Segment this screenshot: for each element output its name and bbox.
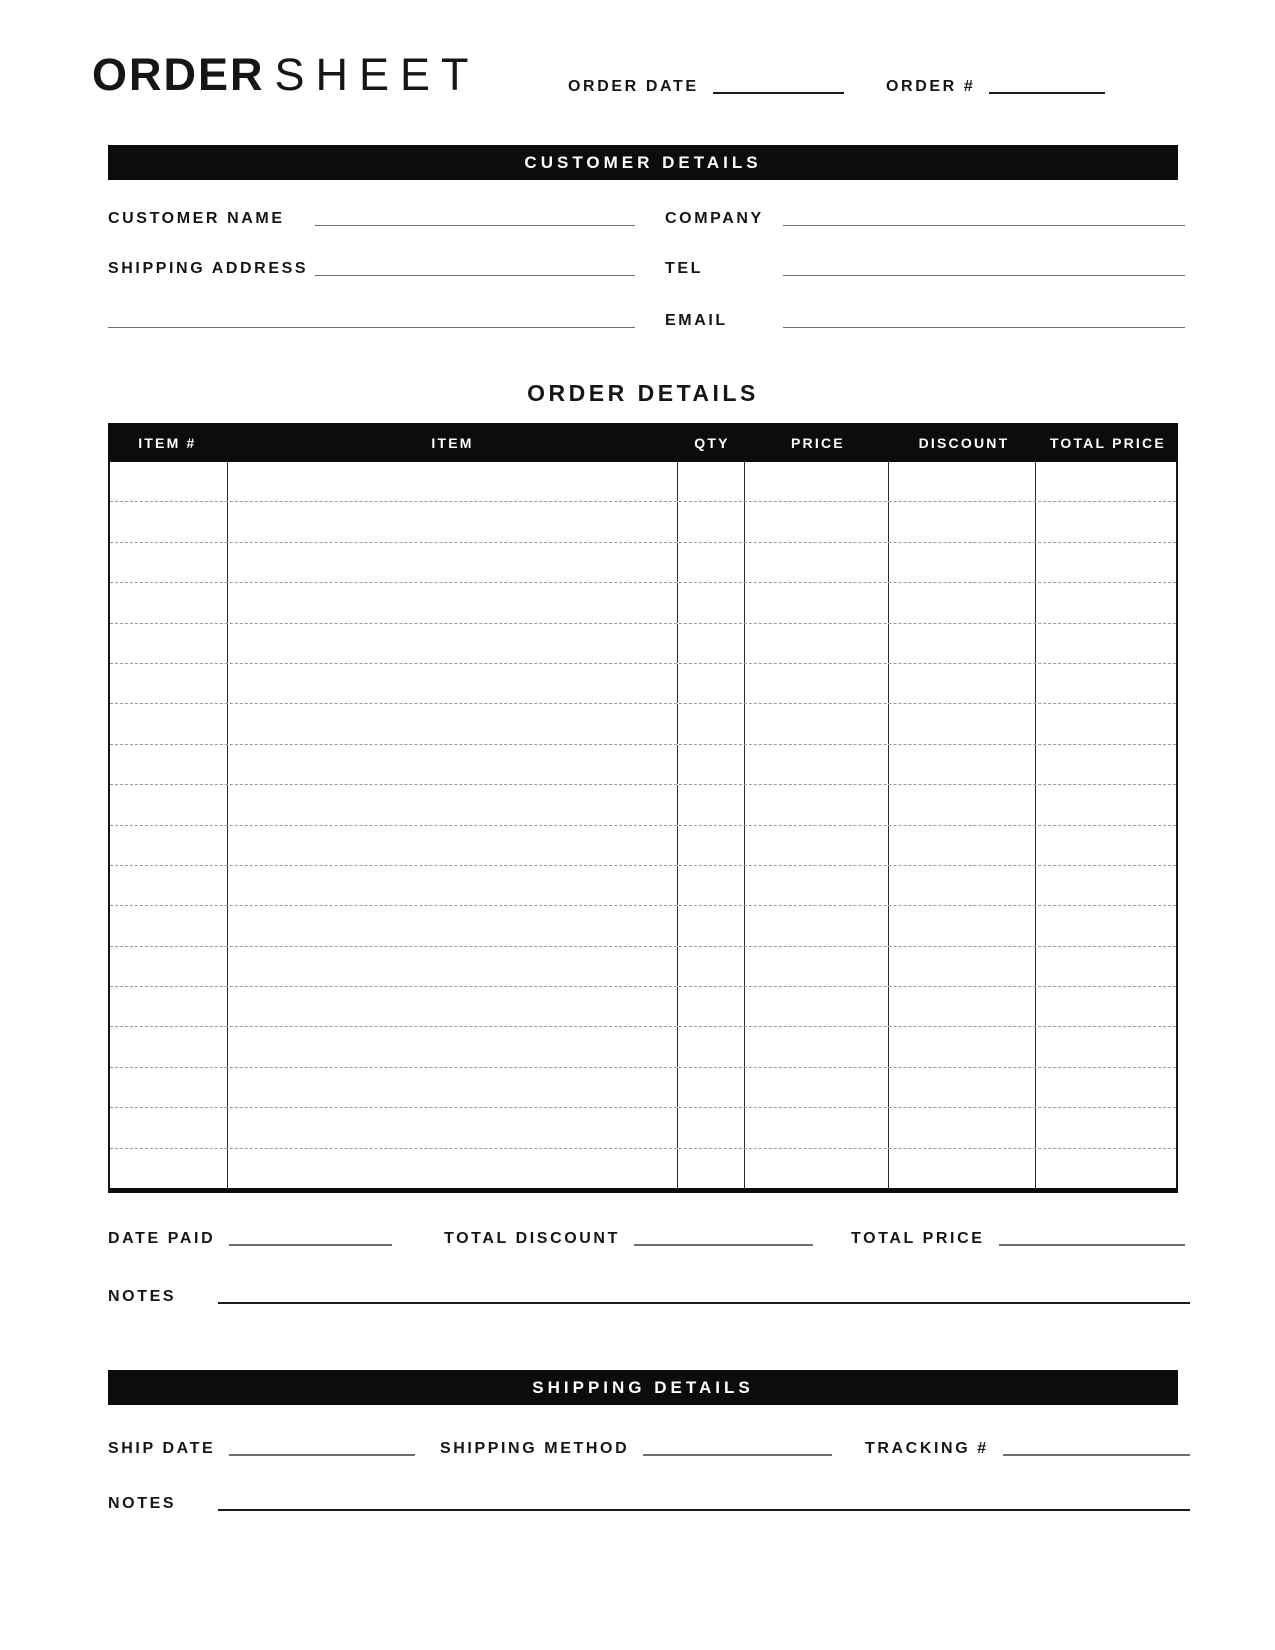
order-number-input-line[interactable] [989, 91, 1105, 94]
order-table-cell[interactable] [110, 987, 228, 1026]
ship-date-field [108, 1436, 415, 1460]
customer-details-header-title: CUSTOMER DETAILS [524, 152, 762, 172]
customer-name-label: CUSTOMER NAME [108, 210, 285, 227]
order-table-cell[interactable] [228, 1149, 678, 1188]
order-table-cell[interactable] [110, 1068, 228, 1107]
total-price-input-line[interactable] [999, 1243, 1186, 1246]
customer-name-input-line[interactable] [315, 224, 635, 226]
order-table-cell[interactable] [228, 906, 678, 945]
order-table-cell[interactable] [745, 583, 889, 622]
order-table-cell[interactable] [228, 745, 678, 784]
order-table-cell[interactable] [889, 543, 1036, 582]
order-table-cell[interactable] [889, 704, 1036, 743]
order-table-cell[interactable] [745, 785, 889, 824]
payment-notes-field [108, 1284, 1190, 1308]
order-table-cell[interactable] [745, 624, 889, 663]
order-table-cell[interactable] [228, 502, 678, 541]
email-field [665, 308, 1185, 332]
order-table-cell[interactable] [1036, 543, 1176, 582]
order-table-cell[interactable] [1036, 502, 1176, 541]
order-table-cell[interactable] [110, 664, 228, 703]
tel-label: TEL [665, 260, 704, 277]
order-table-row [110, 745, 1176, 785]
order-table-cell[interactable] [1036, 947, 1176, 986]
order-table-cell[interactable] [1036, 1149, 1176, 1188]
shipping-details-header-bar [108, 1370, 1178, 1405]
order-table-cell[interactable] [745, 664, 889, 703]
order-table-cell[interactable] [110, 1149, 228, 1188]
order-number-label: ORDER # [886, 78, 976, 95]
order-table-cell[interactable] [1036, 906, 1176, 945]
order-table-cell[interactable] [110, 704, 228, 743]
order-table-cell[interactable] [110, 502, 228, 541]
shipping-method-label: SHIPPING METHOD [440, 1440, 630, 1457]
shipping-details-header-title: SHIPPING DETAILS [532, 1377, 754, 1397]
order-table-cell[interactable] [228, 543, 678, 582]
order-table-cell[interactable] [110, 1108, 228, 1147]
order-table-cell[interactable] [678, 906, 745, 945]
tel-field [665, 256, 1185, 280]
order-table-cell[interactable] [110, 745, 228, 784]
order-table-cell[interactable] [889, 987, 1036, 1026]
shipping-address-field-line2 [108, 308, 635, 332]
order-table-cell[interactable] [228, 704, 678, 743]
order-table-cell[interactable] [1036, 987, 1176, 1026]
order-table-cell[interactable] [745, 826, 889, 865]
order-table-cell[interactable] [678, 866, 745, 905]
ship-date-input-line[interactable] [229, 1453, 415, 1456]
order-table-cell[interactable] [1036, 1068, 1176, 1107]
order-table-cell[interactable] [1036, 785, 1176, 824]
order-date-field [568, 74, 844, 98]
total-price-field [851, 1226, 1185, 1250]
order-table-cell[interactable] [889, 502, 1036, 541]
tel-input-line[interactable] [783, 274, 1185, 276]
order-table-cell[interactable] [110, 947, 228, 986]
order-table-cell[interactable] [678, 704, 745, 743]
order-table-row [110, 987, 1176, 1027]
order-table-cell[interactable] [745, 745, 889, 784]
order-table-cell[interactable] [1036, 1027, 1176, 1066]
order-table-cell[interactable] [745, 906, 889, 945]
order-table-cell[interactable] [889, 906, 1036, 945]
order-table-cell[interactable] [745, 704, 889, 743]
order-table-cell[interactable] [110, 462, 228, 501]
company-label: COMPANY [665, 210, 764, 227]
order-table-row [110, 1068, 1176, 1108]
order-items-table [108, 423, 1178, 1193]
order-table-cell[interactable] [678, 502, 745, 541]
order-table-cell[interactable] [1036, 745, 1176, 784]
order-table-cell[interactable] [228, 624, 678, 663]
order-table-cell[interactable] [889, 785, 1036, 824]
order-table-row [110, 664, 1176, 704]
order-number-field [886, 74, 1105, 98]
order-table-cell[interactable] [228, 1108, 678, 1147]
order-table-cell[interactable] [228, 866, 678, 905]
shipping-notes-label: NOTES [108, 1495, 177, 1512]
order-table-column-header-2: QTY [694, 434, 730, 451]
shipping-address-field [108, 256, 635, 280]
order-table-column-header-4: DISCOUNT [918, 434, 1010, 451]
order-table-cell[interactable] [110, 543, 228, 582]
order-table-cell[interactable] [889, 664, 1036, 703]
company-input-line[interactable] [783, 224, 1185, 226]
total-discount-field [444, 1226, 813, 1250]
order-table-cell[interactable] [889, 583, 1036, 622]
order-table-cell[interactable] [889, 826, 1036, 865]
order-table-cell[interactable] [228, 785, 678, 824]
order-table-cell[interactable] [110, 1027, 228, 1066]
order-date-label: ORDER DATE [568, 78, 699, 95]
order-table-cell[interactable] [745, 1068, 889, 1107]
order-table-cell[interactable] [745, 1027, 889, 1066]
order-table-cell[interactable] [1036, 826, 1176, 865]
order-table-cell[interactable] [228, 826, 678, 865]
order-table-cell[interactable] [1036, 704, 1176, 743]
order-table-row [110, 543, 1176, 583]
ship-date-label: SHIP DATE [108, 1440, 216, 1457]
order-table-row [110, 826, 1176, 866]
order-table-cell[interactable] [745, 1108, 889, 1147]
order-table-column-header-0: ITEM # [138, 434, 197, 451]
email-label: EMAIL [665, 312, 728, 329]
order-table-row [110, 1149, 1176, 1188]
order-table-cell[interactable] [889, 745, 1036, 784]
order-table-cell[interactable] [228, 987, 678, 1026]
order-table-cell[interactable] [745, 502, 889, 541]
shipping-address-input-line2[interactable] [108, 326, 635, 328]
order-table-cell[interactable] [889, 947, 1036, 986]
order-table-cell[interactable] [678, 947, 745, 986]
shipping-address-input-line[interactable] [315, 274, 635, 276]
order-table-cell[interactable] [745, 543, 889, 582]
order-table-cell[interactable] [889, 866, 1036, 905]
order-table-cell[interactable] [110, 624, 228, 663]
shipping-notes-input-line[interactable] [218, 1508, 1190, 1511]
order-table-row [110, 785, 1176, 825]
total-discount-input-line[interactable] [634, 1243, 813, 1246]
order-table-column-header-5: TOTAL PRICE [1049, 434, 1166, 451]
order-table-cell[interactable] [889, 462, 1036, 501]
order-date-input-line[interactable] [713, 91, 844, 94]
date-paid-field [108, 1226, 392, 1250]
date-paid-input-line[interactable] [229, 1243, 392, 1246]
order-table-row [110, 704, 1176, 744]
order-table-cell[interactable] [678, 583, 745, 622]
order-table-row [110, 1027, 1176, 1067]
customer-details-header-bar [108, 145, 1178, 180]
order-table-header-row [108, 423, 1178, 462]
order-table-row [110, 583, 1176, 623]
total-price-label: TOTAL PRICE [851, 1230, 985, 1247]
order-table-cell[interactable] [745, 947, 889, 986]
order-table-cell[interactable] [678, 826, 745, 865]
shipping-notes-field [108, 1491, 1190, 1515]
tracking-number-label: TRACKING # [865, 1440, 989, 1457]
order-table-cell[interactable] [110, 906, 228, 945]
order-table-cell[interactable] [1036, 624, 1176, 663]
date-paid-label: DATE PAID [108, 1230, 216, 1247]
order-table-cell[interactable] [228, 1068, 678, 1107]
order-table-row [110, 947, 1176, 987]
payment-notes-label: NOTES [108, 1288, 177, 1305]
order-table-cell[interactable] [1036, 664, 1176, 703]
order-table-cell[interactable] [228, 664, 678, 703]
order-table-row [110, 624, 1176, 664]
order-table-cell[interactable] [678, 1149, 745, 1188]
order-table-cell[interactable] [889, 1068, 1036, 1107]
order-table-cell[interactable] [678, 1108, 745, 1147]
order-table-cell[interactable] [110, 583, 228, 622]
order-table-cell[interactable] [889, 1108, 1036, 1147]
order-table-cell[interactable] [228, 583, 678, 622]
order-table-cell[interactable] [678, 987, 745, 1026]
order-table-cell[interactable] [678, 543, 745, 582]
tracking-number-field [865, 1436, 1190, 1460]
order-table-cell[interactable] [110, 866, 228, 905]
order-table-cell[interactable] [889, 1149, 1036, 1188]
order-table-cell[interactable] [745, 987, 889, 1026]
order-table-cell[interactable] [678, 1027, 745, 1066]
order-table-cell[interactable] [889, 1027, 1036, 1066]
order-table-cell[interactable] [745, 462, 889, 501]
order-table-cell[interactable] [228, 462, 678, 501]
page-title-primary: ORDER [92, 49, 265, 100]
order-table-row [110, 502, 1176, 542]
page-title-secondary: SHEET [274, 49, 480, 100]
order-table-cell[interactable] [110, 785, 228, 824]
order-table-cell[interactable] [745, 1149, 889, 1188]
order-table-cell[interactable] [110, 826, 228, 865]
email-input-line[interactable] [783, 326, 1185, 328]
payment-notes-input-line[interactable] [218, 1301, 1190, 1304]
order-table-row [110, 462, 1176, 502]
shipping-address-label: SHIPPING ADDRESS [108, 260, 309, 277]
shipping-method-input-line[interactable] [643, 1453, 832, 1456]
order-table-row [110, 1108, 1176, 1148]
order-table-cell[interactable] [678, 745, 745, 784]
order-table-cell[interactable] [1036, 462, 1176, 501]
order-table-cell[interactable] [889, 624, 1036, 663]
order-table-cell[interactable] [678, 624, 745, 663]
page-title [92, 49, 480, 100]
order-table-cell[interactable] [1036, 583, 1176, 622]
order-table-column-header-3: PRICE [791, 434, 845, 451]
customer-name-field [108, 206, 635, 230]
order-table-cell[interactable] [1036, 866, 1176, 905]
order-table-cell[interactable] [678, 1068, 745, 1107]
shipping-method-field [440, 1436, 832, 1460]
order-table-cell[interactable] [745, 866, 889, 905]
company-field [665, 206, 1185, 230]
order-table-row [110, 866, 1176, 906]
order-table-row [110, 906, 1176, 946]
total-discount-label: TOTAL DISCOUNT [444, 1230, 620, 1247]
order-table-cell[interactable] [678, 664, 745, 703]
order-table-cell[interactable] [228, 947, 678, 986]
order-table-cell[interactable] [1036, 1108, 1176, 1147]
order-table-column-header-1: ITEM [431, 434, 474, 451]
order-table-cell[interactable] [678, 462, 745, 501]
tracking-number-input-line[interactable] [1003, 1453, 1190, 1456]
order-table-cell[interactable] [228, 1027, 678, 1066]
order-details-heading: ORDER DETAILS [527, 380, 759, 406]
order-table-cell[interactable] [678, 785, 745, 824]
order-table-body [108, 462, 1178, 1193]
